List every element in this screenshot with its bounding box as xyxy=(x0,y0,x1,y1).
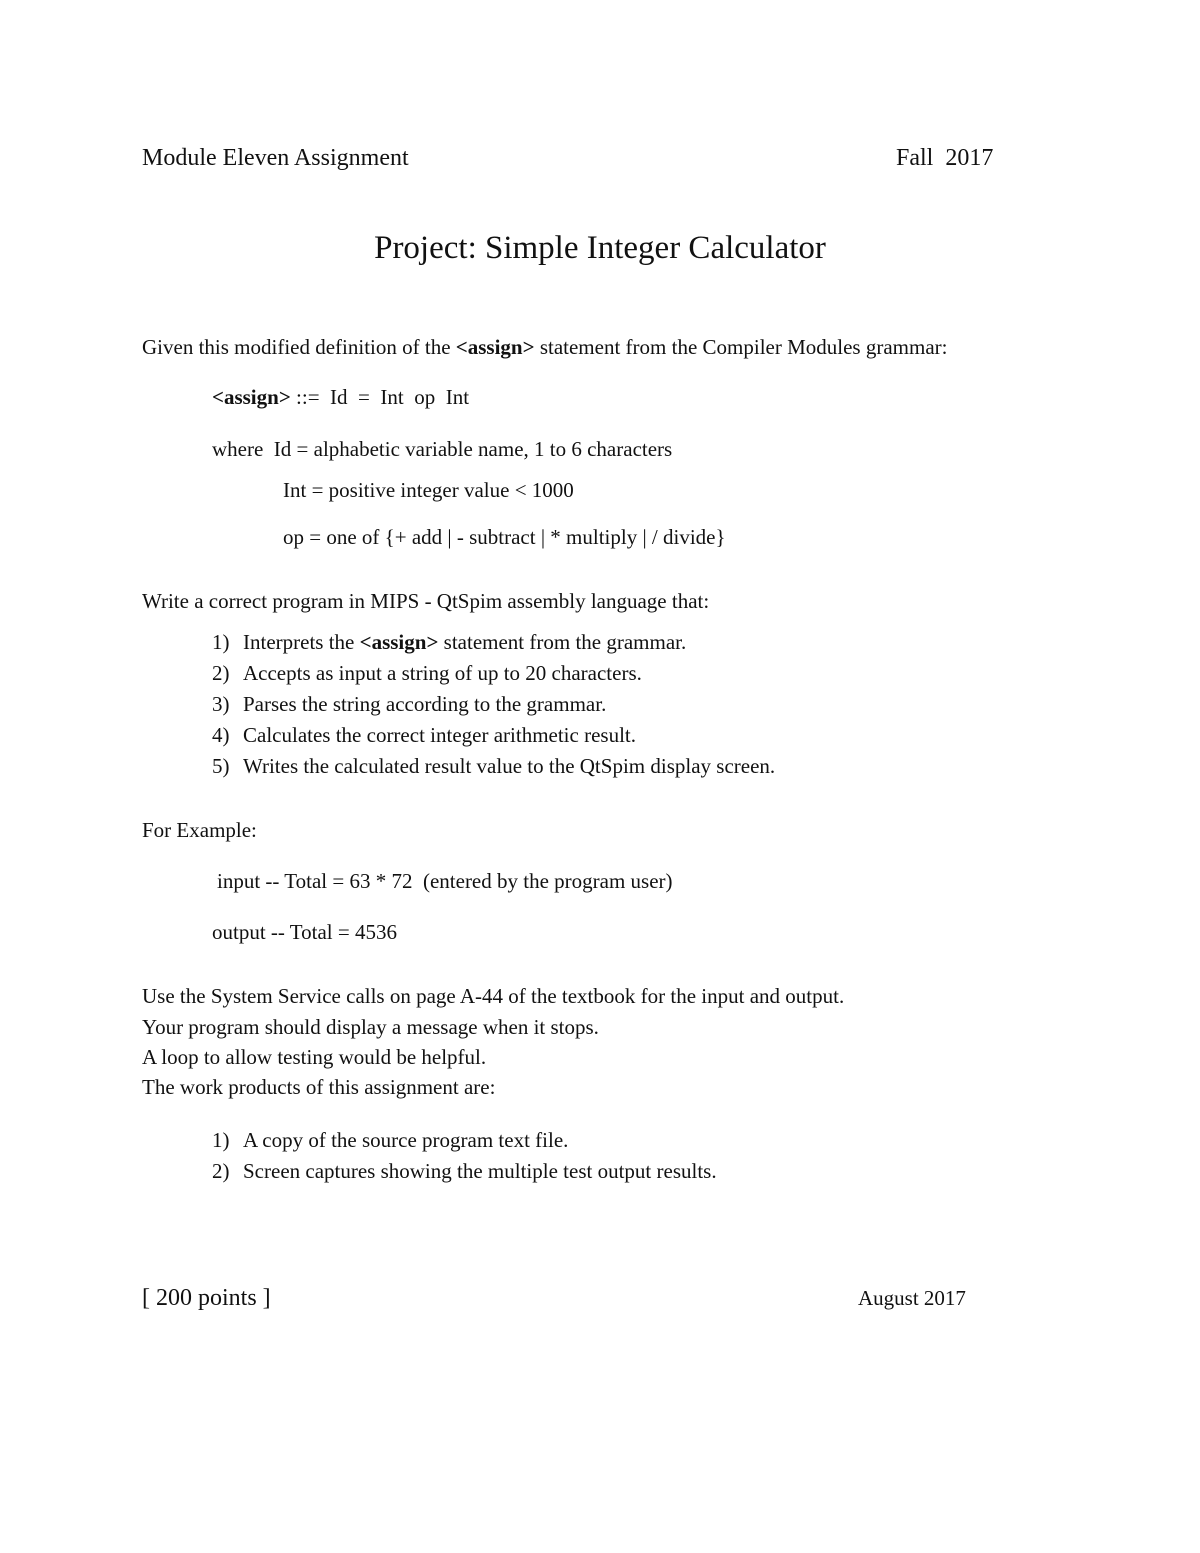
points-label: [ 200 points ] xyxy=(142,1285,271,1311)
task-item-number: 2) xyxy=(212,661,230,685)
task-item-text: Writes the calculated result value to the QtSpim display screen. xyxy=(243,754,776,778)
page-title: Project: Simple Integer Calculator xyxy=(374,230,826,266)
product-item-text: Screen captures showing the multiple test output results. xyxy=(243,1159,717,1183)
task-item-number: 3) xyxy=(212,692,230,716)
term-label: Fall 2017 xyxy=(896,145,994,171)
task-item-number: 1) xyxy=(212,630,230,654)
task-item-text: Accepts as input a string of up to 20 characters. xyxy=(243,661,642,685)
module-heading: Module Eleven Assignment xyxy=(142,145,409,171)
note-line: Use the System Service calls on page A-44 of the textbook for the input and output. xyxy=(142,984,845,1008)
grammar-int-line: Int = positive integer value < 1000 xyxy=(283,478,574,502)
grammar-op-line: op = one of {+ add | - subtract | * multiply | / divide} xyxy=(283,525,726,549)
task-item-number: 5) xyxy=(212,754,230,778)
task-item-number: 4) xyxy=(212,723,230,747)
task-item-text: Calculates the correct integer arithmetic result. xyxy=(243,723,636,747)
example-label: For Example: xyxy=(142,818,257,842)
task-item-text: Parses the string according to the grammar. xyxy=(243,692,607,716)
grammar-rule: <assign> ::= Id = Int op Int xyxy=(212,385,470,409)
example-input: input -- Total = 63 * 72 (entered by the program user) xyxy=(217,869,673,893)
note-line: A loop to allow testing would be helpful. xyxy=(142,1045,487,1069)
grammar-where-line: where Id = alphabetic variable name, 1 to 6 characters xyxy=(212,437,673,461)
task-intro: Write a correct program in MIPS - QtSpim assembly language that: xyxy=(142,589,710,613)
note-line: The work products of this assignment are: xyxy=(142,1075,496,1099)
intro-paragraph: Given this modified definition of the <assign> statement from the Compiler Modules grammar: xyxy=(142,335,948,359)
product-item-number: 1) xyxy=(212,1128,230,1152)
product-item-number: 2) xyxy=(212,1159,230,1183)
example-output: output -- Total = 4536 xyxy=(212,920,397,944)
product-item-text: A copy of the source program text file. xyxy=(243,1128,569,1152)
date-label: August 2017 xyxy=(858,1286,966,1310)
task-item-text: Interprets the <assign> statement from the grammar. xyxy=(243,630,687,654)
note-line: Your program should display a message when it stops. xyxy=(142,1015,599,1039)
